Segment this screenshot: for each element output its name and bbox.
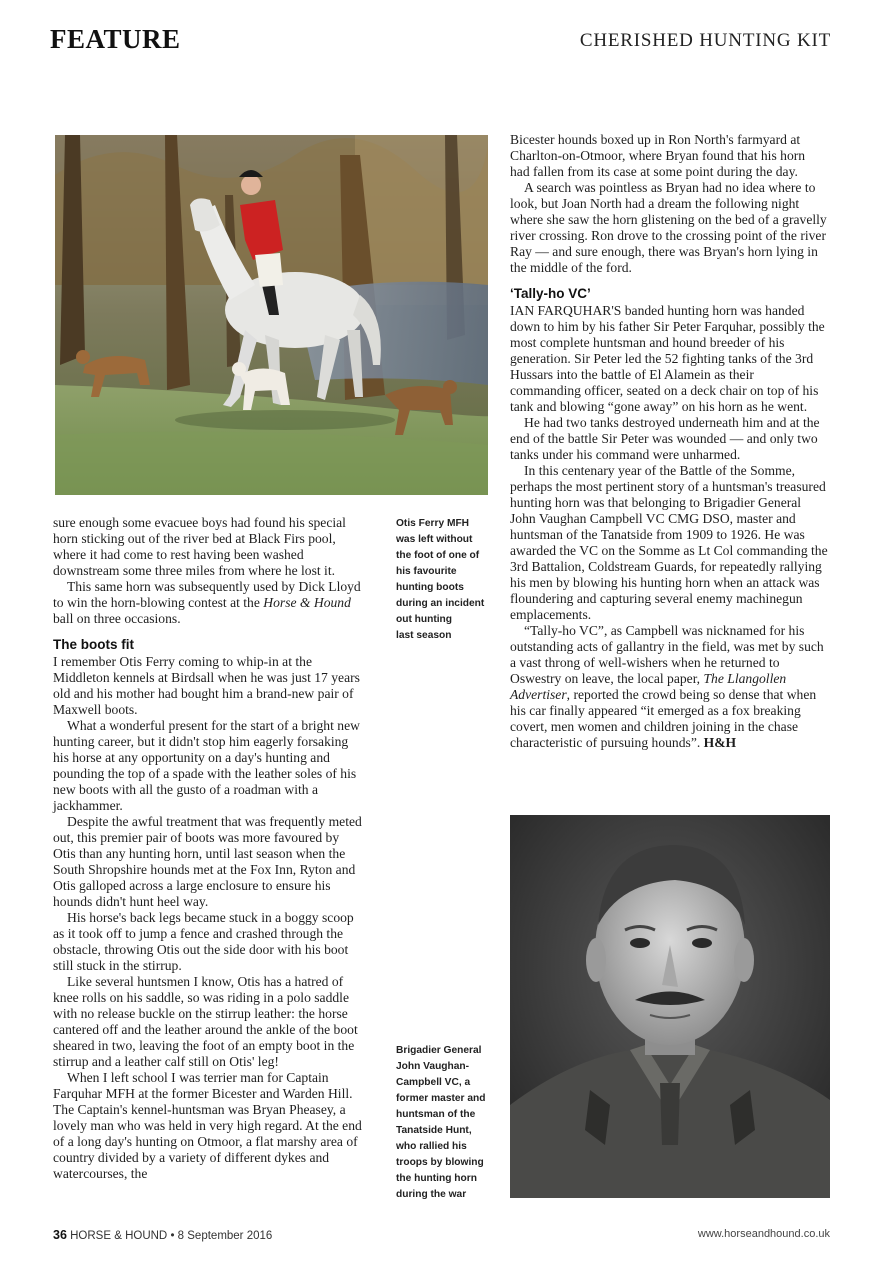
portrait-photo-illustration (510, 815, 830, 1198)
paragraph (510, 623, 828, 751)
paragraph: A search was pointless as Bryan had no idea where to look, but Joan North had a dream the following night where she saw the horn glistening on the bed of a gravelly river crossing. Ron drove to the crossing point of the river Ray — and sure enough, there was Bryan's horn lying in the middle of the ford. (510, 180, 827, 275)
text-run: “Tally-ho VC”, as Campbell was nicknamed for his outstanding acts of gallantry in the field, was met by such a vast throng of well-wishers when he returned to Oswestry on leave, the local paper, (510, 623, 824, 686)
hunt-photo-illustration (55, 135, 488, 495)
caption-line: hunting boots (396, 582, 464, 593)
page-number: 36 (53, 1228, 67, 1242)
section-label: FEATURE (50, 24, 181, 54)
separator-dot: • (170, 1230, 175, 1242)
subheading-tally-ho: ‘Tally-ho VC’ (510, 286, 591, 301)
caption-line: last season (396, 630, 452, 641)
caption-line: Otis Ferry MFH (396, 518, 470, 529)
text-run: , reported the crowd being so dense that when his car finally appeared “it emerged as a fox breaking covert, men women and children joining in the chase characteristic of pursuing hounds”. (510, 687, 817, 750)
italic-title: The Llangollen Advertiser (510, 671, 787, 702)
caption-line: troops by blowing (396, 1157, 484, 1168)
paragraph: Like several huntsmen I know, Otis has a hatred of knee rolls on his saddle, so was riding in a polo saddle with no release buckle on the stirrup leather: the horse cantered off and the leather around the ankle of the boot sheared in two, leaving the foot of an empty boot in the stirrup and a leather calf still on Otis' leg! (53, 974, 358, 1069)
caption-line: huntsman of the (396, 1109, 476, 1120)
paragraph: When I left school I was terrier man for Captain Farquhar MFH at the former Bicester and Warden Hill. The Captain's kennel-huntsman was Bryan Pheasey, a lovely man who was held in very high regard. At the end of a long day's hunting on Otmoor, a flat marshy area of country divided by a variety of different dykes and watercourses, the (53, 1070, 362, 1181)
caption-line: John Vaughan- (396, 1061, 470, 1072)
text-run: This same horn was subsequently used by Dick Lloyd to win the horn-blowing contest at the (53, 579, 361, 610)
caption-hunt (396, 516, 496, 644)
caption-line: Campbell VC, a (396, 1077, 471, 1088)
paragraph: IAN FARQUHAR'S banded hunting horn was handed down to him by his father Sir Peter Farquhar, possibly the most complete huntsman and hound breeder of his generation. Sir Peter led the 52 fighting tanks of the 3rd Hussars into the battle of El Alamein as their commanding officer, seated on a deck chair on top of his tank and blowing “gone away” on his horn as he went. (510, 303, 825, 414)
paragraph: His horse's back legs became stuck in a boggy scoop as it took off to jump a fence and crashed through the obstacle, throwing Otis out the side door with his boot still stuck in the stirrup. (53, 910, 354, 973)
publication-name: HORSE & HOUND (70, 1230, 168, 1242)
portrait-photo (510, 815, 830, 1198)
caption-line: out hunting (396, 614, 453, 625)
article-title: CHERISHED HUNTING KIT (579, 30, 831, 51)
text-run: ball on three occasions. (53, 611, 181, 626)
caption-line: his favourite (396, 566, 457, 577)
caption-line: was left without (396, 534, 473, 545)
paragraph: In this centenary year of the Battle of the Somme, perhaps the most pertinent story of a huntsman's treasured hunting horn was that belonging to Brigadier General John Vaughan Campbell VC CMG DSO, master and huntsman of the Tanatside from 1909 to 1926. He was awarded the VC on the Somme as Lt Col commanding the 3rd Battalion, Coldstream Guards, for repeatedly rallying his men by blowing his hunting horn when an attack was floundering and capturing several enemy machinegun emplacements. (510, 463, 828, 622)
paragraph: I remember Otis Ferry coming to whip-in at the Middleton kennels at Birdsall when he was just 17 years old and his mother had bought him a brand-new pair of Maxwell boots. (53, 654, 360, 717)
end-signature: H&H (703, 735, 737, 750)
issue-date: 8 September 2016 (177, 1230, 273, 1242)
caption-line: during the war (396, 1189, 467, 1200)
column-3 (510, 132, 828, 751)
footer-left (53, 1228, 272, 1242)
paragraph (53, 579, 365, 627)
caption-line: during an incident (396, 598, 485, 609)
paragraph: Despite the awful treatment that was frequently meted out, this premier pair of boots was more favoured by Otis than any hunting horn, until last season when the South Shropshire hounds met at the Fox Inn, Ryton and Otis galloped across a large enclosure to ensure his hounds didn't hunt heel way. (53, 814, 362, 909)
paragraph: He had two tanks destroyed underneath him and at the end of the battle Sir Peter was wounded — and only two tanks under his command were unharmed. (510, 415, 820, 462)
caption-line: Tanatside Hunt, (396, 1125, 472, 1136)
italic-title: Horse & Hound (263, 595, 351, 610)
caption-line: Brigadier General (396, 1045, 482, 1056)
paragraph: What a wonderful present for the start of a bright new hunting career, but it didn't stop him eagerly forsaking his horse at any opportunity on a day's hunting and pounding the top of a spade with the leather soles of his new boots with all the gusto of a roadman with a jackhammer. (53, 718, 360, 813)
caption-portrait (396, 1043, 496, 1203)
caption-line: who rallied his (396, 1141, 467, 1152)
paragraph: Bicester hounds boxed up in Ron North's farmyard at Charlton-on-Otmoor, where Bryan found that his horn had fallen from its case at some point during the day. (510, 132, 806, 179)
caption-line: the hunting horn (396, 1173, 477, 1184)
caption-line: former master and (396, 1093, 486, 1104)
subheading-boots: The boots fit (53, 637, 134, 652)
paragraph: sure enough some evacuee boys had found his special horn sticking out of the river bed at Black Firs pool, where it had come to rest having been washed downstream some three miles from where he lost it. (53, 515, 346, 578)
hunt-photo (55, 135, 488, 495)
caption-line: the foot of one of (396, 550, 480, 561)
column-1 (53, 515, 365, 1182)
footer-url: www.horseandhound.co.uk (697, 1228, 830, 1240)
